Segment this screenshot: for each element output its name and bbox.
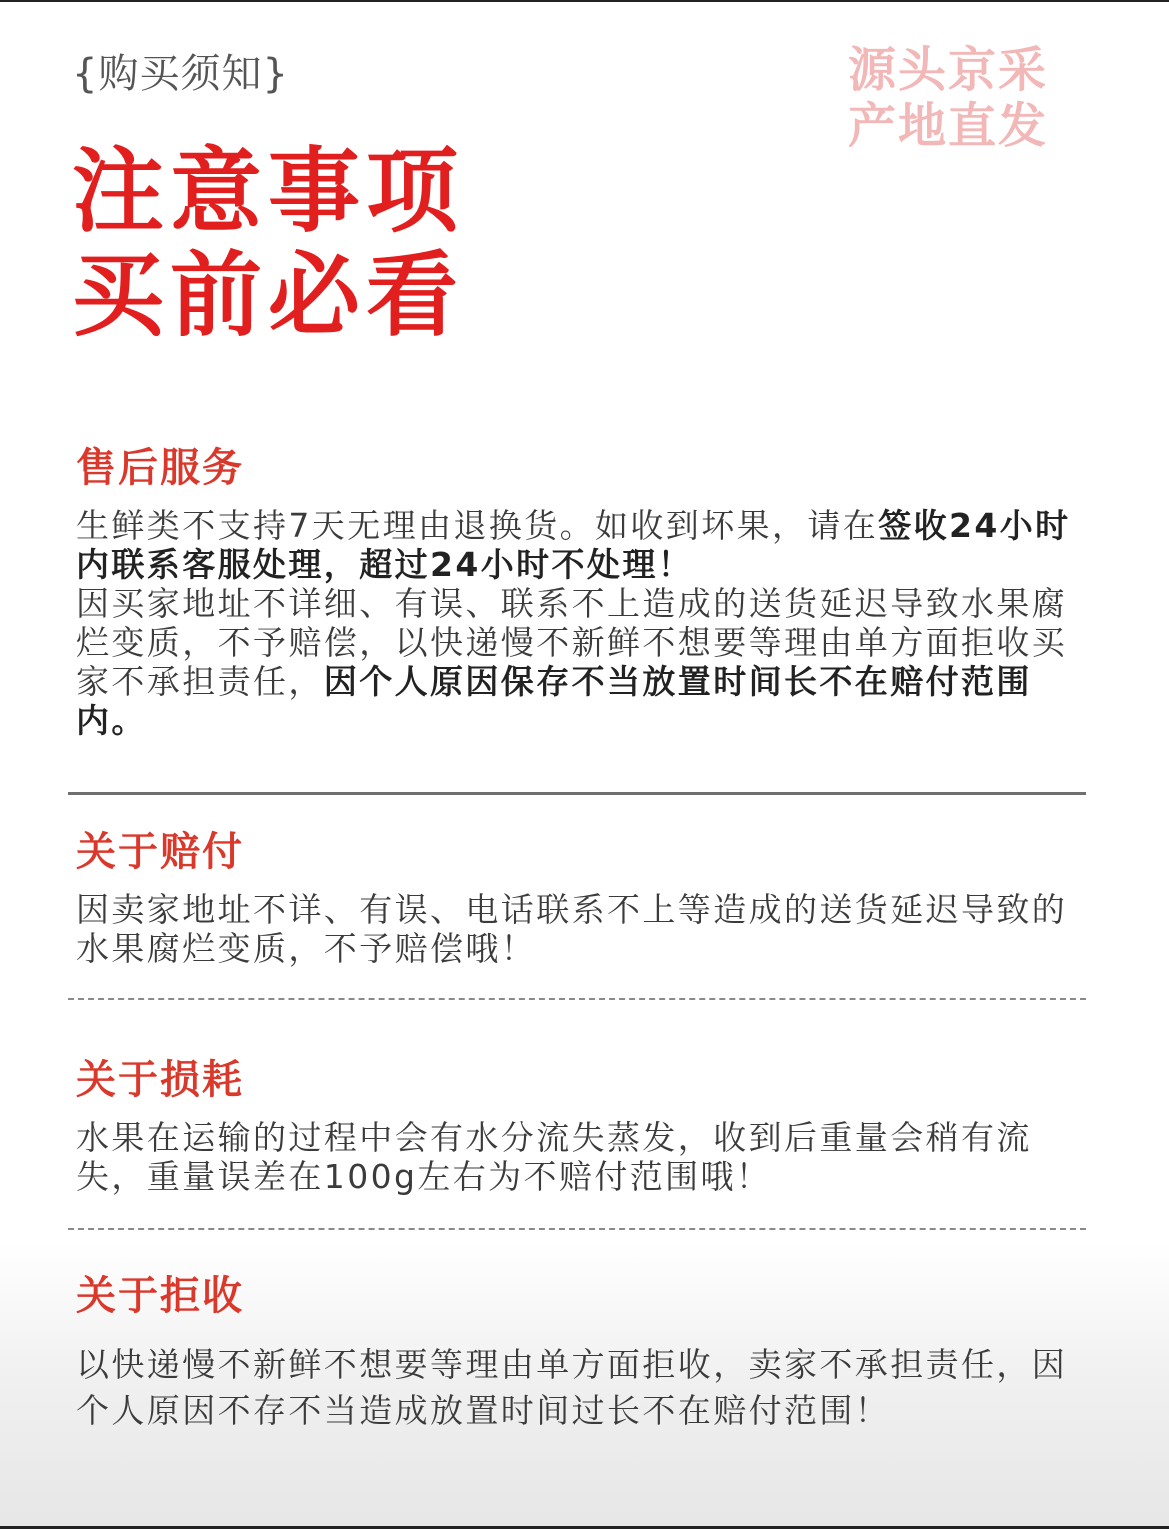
body-emphasis: 签收24小时内联系客服处理，超过24小时不处理！ — [76, 506, 1071, 584]
brand-watermark — [848, 42, 1088, 154]
divider-dashed — [68, 1228, 1086, 1230]
section-title: 关于拒收 — [76, 1273, 244, 1319]
headline-line-1: 注意事项 — [72, 138, 465, 245]
body-text: 生鲜类不支持7天无理由退换货。如收到坏果，请在 — [76, 506, 879, 545]
section-body — [76, 506, 1076, 740]
divider-solid — [68, 792, 1086, 795]
divider-dashed — [68, 998, 1086, 1000]
section-body: 以快递慢不新鲜不想要等理由单方面拒收，卖家不承担责任，因个人原因不存不当造成放置时间过长不在赔付范围！ — [76, 1345, 1068, 1430]
section-loss — [76, 1056, 1076, 1196]
section-title: 关于损耗 — [76, 1057, 244, 1103]
purchase-notice-label: {购买须知} — [72, 51, 289, 97]
section-body: 因卖家地址不详、有误、电话联系不上等造成的送货延迟导致的水果腐烂变质，不予赔偿哦！ — [76, 890, 1068, 968]
headline-line-2: 买前必看 — [72, 242, 465, 349]
section-title: 关于赔付 — [76, 829, 244, 875]
section-compensation — [76, 828, 1076, 968]
brand-line-2: 产地直发 — [848, 98, 1049, 154]
section-refusal — [76, 1272, 1076, 1434]
body-text: 因买家地址不详细、有误、联系不上造成的送货延迟导致水果腐烂变质，不予赔偿，以快递慢不新鲜不想要等理由单方面拒收买家不承担责任， — [76, 584, 1068, 701]
page-headline — [72, 140, 464, 348]
section-title: 售后服务 — [76, 445, 244, 491]
brand-line-1: 源头京采 — [848, 42, 1049, 98]
section-after-sales — [76, 444, 1076, 740]
section-body: 水果在运输的过程中会有水分流失蒸发，收到后重量会稍有流失，重量误差在100g左右为不赔付范围哦！ — [76, 1118, 1032, 1196]
body-emphasis: 因个人原因保存不当放置时间长不在赔付范围内。 — [76, 662, 1032, 740]
